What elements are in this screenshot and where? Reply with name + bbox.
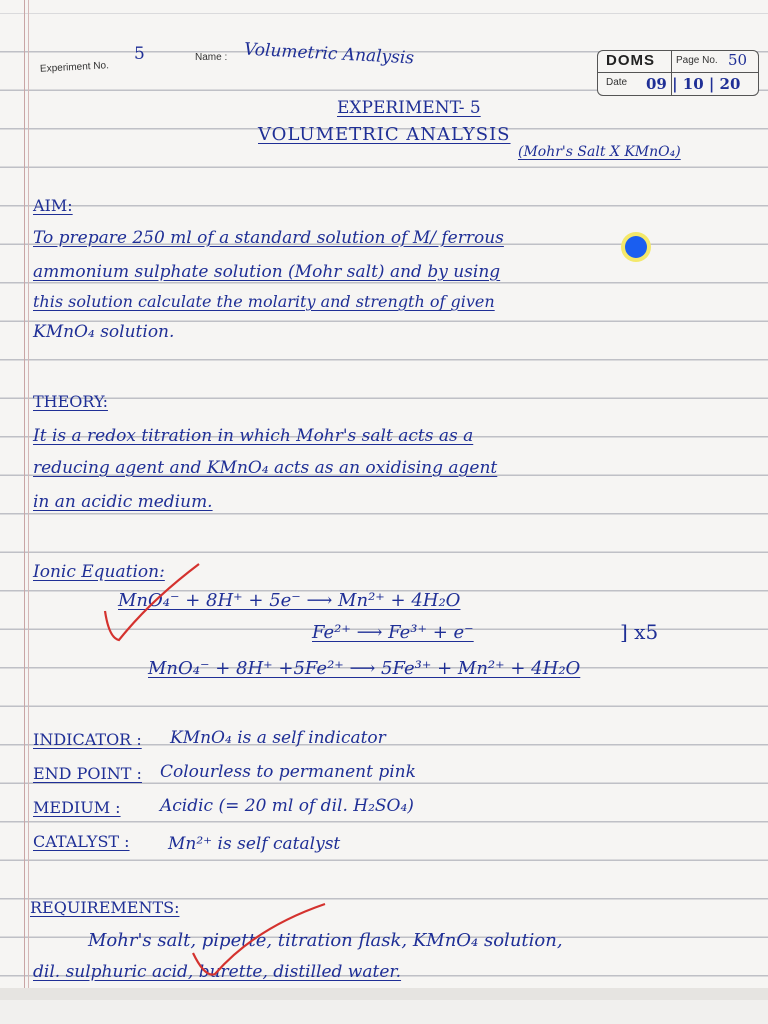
- page-no-value: 50: [728, 51, 748, 69]
- theory-line: in an acidic medium.: [33, 492, 213, 512]
- aim-line: To prepare 250 ml of a standard solution of M/ ferrous: [33, 228, 504, 248]
- aim-line: this solution calculate the molarity and strength of given: [33, 292, 495, 311]
- requirements-line: Mohr's salt, pipette, titration flask, KMnO₄ solution,: [88, 930, 563, 951]
- catalyst-label: CATALYST :: [33, 832, 130, 851]
- margin-line: [24, 0, 25, 1000]
- date-value: 09 | 10 | 20: [646, 75, 741, 93]
- name-value: Volumetric Analysis: [243, 39, 415, 69]
- aim-heading: AIM:: [33, 196, 73, 215]
- medium-value: Acidic (= 20 ml of dil. H₂SO₄): [160, 796, 414, 816]
- requirements-line: dil. sulphuric acid, burette, distilled water.: [33, 962, 402, 982]
- theory-line: reducing agent and KMnO₄ acts as an oxidising agent: [33, 458, 498, 478]
- experiment-title: EXPERIMENT- 5: [337, 98, 481, 118]
- requirements-heading: REQUIREMENTS:: [30, 898, 180, 917]
- experiment-subtitle: VOLUMETRIC ANALYSIS: [258, 124, 511, 145]
- ionic-equation-3: MnO₄⁻ + 8H⁺ +5Fe²⁺ ⟶ 5Fe³⁺ + Mn²⁺ + 4H₂O: [148, 658, 581, 679]
- ionic-equation-2: Fe²⁺ ⟶ Fe³⁺ + e⁻: [312, 622, 474, 643]
- name-label: Name :: [195, 52, 228, 63]
- aim-line: KMnO₄ solution.: [33, 322, 175, 342]
- margin-line: [28, 0, 29, 1000]
- theory-heading: THEORY:: [33, 392, 108, 411]
- catalyst-value: Mn²⁺ is self catalyst: [168, 834, 341, 854]
- ionic-multiplier: ] x5: [620, 620, 659, 644]
- page-info-box: [597, 50, 759, 96]
- indicator-value: KMnO₄ is a self indicator: [170, 728, 386, 748]
- date-label: Date: [606, 77, 628, 88]
- end-point-value: Colourless to permanent pink: [160, 762, 416, 782]
- indicator-label: INDICATOR :: [33, 730, 142, 749]
- experiment-subtitle-paren: (Mohr's Salt X KMnO₄): [518, 144, 681, 160]
- theory-line: It is a redox titration in which Mohr's salt acts as a: [33, 426, 474, 446]
- highlight-dot: [625, 236, 647, 258]
- experiment-no-value: 5: [134, 44, 145, 64]
- medium-label: MEDIUM :: [33, 798, 121, 817]
- aim-line: ammonium sulphate solution (Mohr salt) and by using: [33, 262, 501, 282]
- end-point-label: END POINT :: [33, 764, 142, 783]
- ionic-equation-1: MnO₄⁻ + 8H⁺ + 5e⁻ ⟶ Mn²⁺ + 4H₂O: [118, 590, 461, 611]
- ionic-heading: Ionic Equation:: [33, 562, 165, 582]
- experiment-no-label: Experiment No.: [39, 60, 110, 75]
- page-no-label: Page No.: [676, 55, 718, 66]
- brand-logo: DOMS: [606, 52, 655, 69]
